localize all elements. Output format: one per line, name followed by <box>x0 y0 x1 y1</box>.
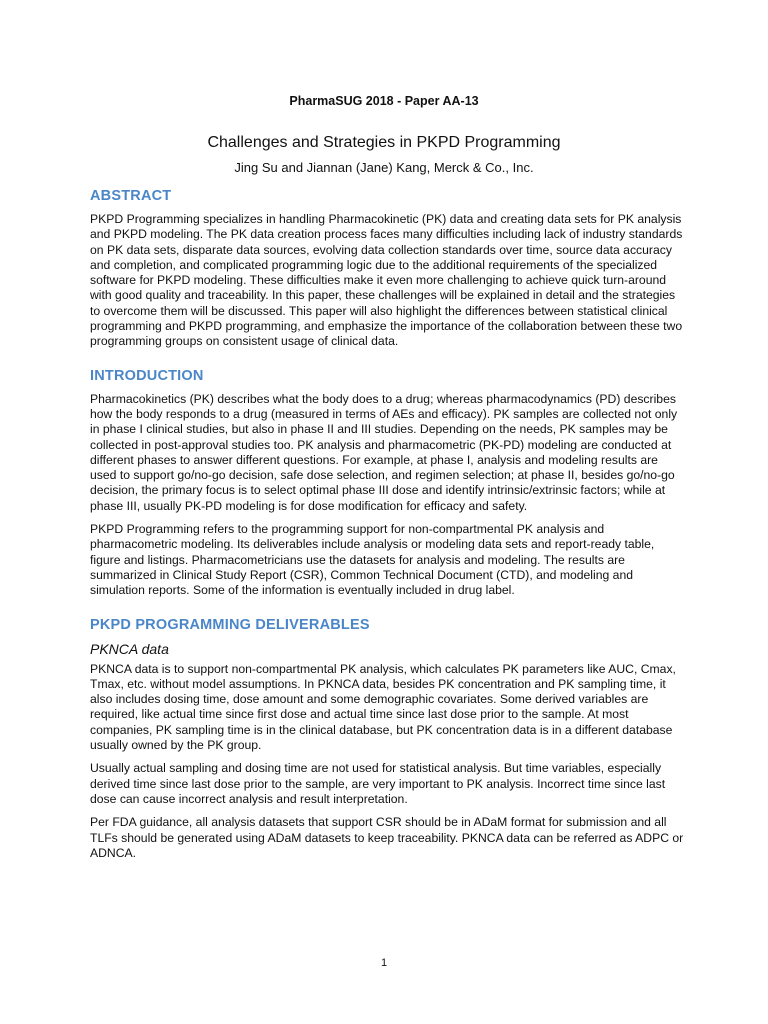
abstract-paragraph: PKPD Programming specializes in handling Pharmacokinetic (PK) data and creating data sets for PK analysis and PKPD modeling. The PK data creation process faces many difficulties including lack of industry standards on PK data sets, disparate data sources, evolving data collection standards over time, source data accuracy and completion, and complicated programming logic due to the additional requirements of the specialized software for PKPD modeling. These difficulties make it even more challenging to achieve quick turn-around with good quality and traceability. In this paper, these challenges will be explained in detail and the strategies to overcome them will be discussed. This paper will also highlight the differences between statistical clinical programming and PKPD programming, and emphasize the importance of the collaboration between these two programming groups on consistent usage of clinical data. <box>90 212 683 349</box>
paper-authors: Jing Su and Jiannan (Jane) Kang, Merck & Co., Inc. <box>234 160 534 175</box>
pknca-paragraph-3: Per FDA guidance, all analysis datasets that support CSR should be in ADaM format for submission and all TLFs should be generated using ADaM datasets to keep traceability. PKNCA data can be referred as ADPC or ADNCA. <box>90 815 684 860</box>
paper-body <box>90 188 686 869</box>
conference-paper-id: PharmaSUG 2018 - Paper AA-13 <box>289 94 479 108</box>
abstract-heading: ABSTRACT <box>90 188 172 204</box>
introduction-paragraph-2: PKPD Programming refers to the programming support for non-compartmental PK analysis and pharmacometric modeling. Its deliverables include analysis or modeling data sets and report-ready table, figure and listings. Pharmacometricians use the datasets for analysis and modeling. The results are summarized in Clinical Study Report (CSR), Common Technical Document (CTD), and modeling and simulation reports. Some of the information is eventually included in drug label. <box>90 522 655 598</box>
introduction-paragraph-1: Pharmacokinetics (PK) describes what the body does to a drug; whereas pharmacodynamics (PD) describes how the body responds to a drug (measured in terms of AEs and efficacy). PK samples are collected not only in phase I clinical studies, but also in phase II and III studies. Depending on the needs, PK samples may be collected in post-approval studies too. PK analysis and pharmacometric (PK-PD) modeling are conducted at different phases to answer different questions. For example, at phase I, analysis and modeling results are used to support go/no-go decision, safe dose selection, and regimen selection; at phase II, besides go/no-go decision, the primary focus is to select optimal phase III dose and identify intrinsic/extrinsic factors; while at phase III, usually PK-PD modeling is for dose modification for efficacy and safety. <box>90 391 678 513</box>
pknca-paragraph-2: Usually actual sampling and dosing time are not used for statistical analysis. But time variables, especially derived time since last dose prior to the sample, are very important to PK analysis. Incorrect time since last dose can cause incorrect analysis and result interpretation. <box>90 761 666 806</box>
pknca-subheading: PKNCA data <box>90 640 169 657</box>
introduction-heading: INTRODUCTION <box>90 367 204 384</box>
pknca-paragraph-1: PKNCA data is to support non-compartmental PK analysis, which calculates PK parameters like AUC, Cmax, Tmax, etc. without model assumptions. In PKNCA data, besides PK concentration and PK sampling time, it also includes dosing time, dose amount and some demographic covariates. Some derived variables are required, like actual time since first dose and actual time since last dose prior to the sample. At most companies, PK sampling time is in the clinical database, but PK concentration data is in a different database usually owned by the PK group. <box>90 661 676 753</box>
deliverables-heading: PKPD PROGRAMMING DELIVERABLES <box>90 616 370 633</box>
page-number: 1 <box>380 957 388 969</box>
paper-title: Challenges and Strategies in PKPD Programming <box>207 134 561 151</box>
